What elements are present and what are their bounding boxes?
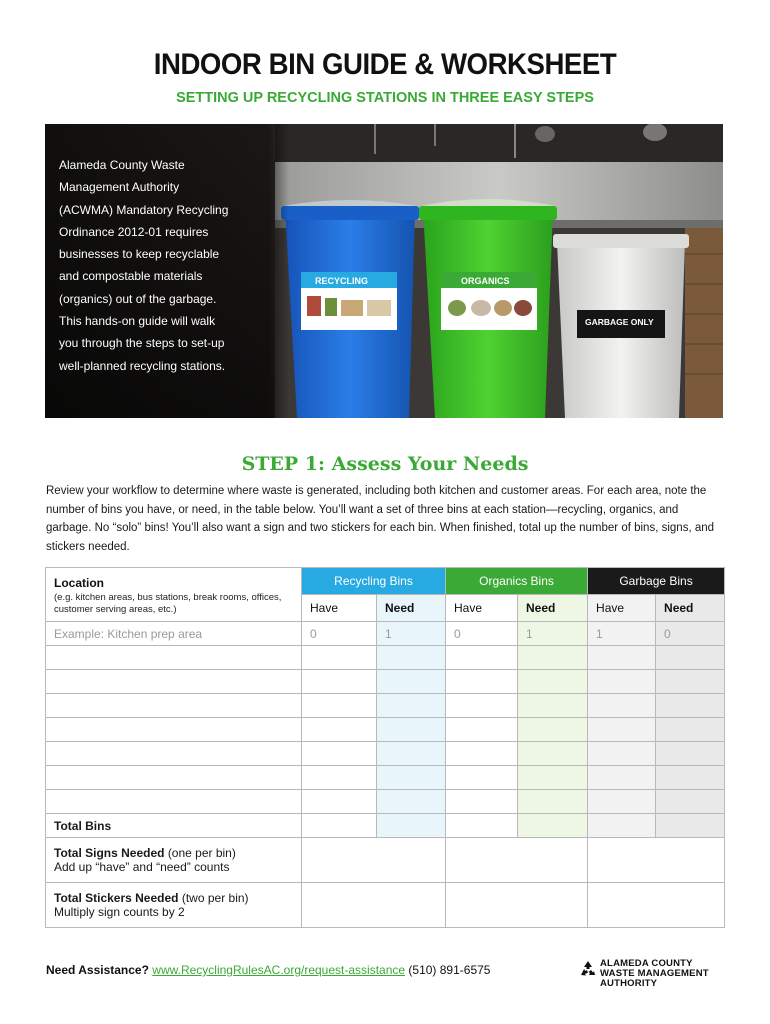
- page-title: INDOOR BIN GUIDE & WORKSHEET: [153, 48, 617, 81]
- recycling-bins-header: Recycling Bins: [302, 568, 446, 595]
- recycling-need-cell[interactable]: [377, 718, 446, 742]
- organics-need-header: Need: [518, 595, 588, 622]
- intro-line: (ACWMA) Mandatory Recycling: [59, 202, 229, 217]
- recycling-have-header: Have: [302, 595, 377, 622]
- recycling-need-cell[interactable]: [377, 670, 446, 694]
- recycling-need-cell[interactable]: [377, 742, 446, 766]
- recycling-have-cell[interactable]: [302, 790, 377, 814]
- total-bins-row: [46, 814, 725, 838]
- example-organics-need: 1: [518, 622, 588, 646]
- organics-have-cell[interactable]: [446, 670, 518, 694]
- hero-photo: [45, 124, 723, 418]
- location-cell[interactable]: [46, 718, 302, 742]
- example-recycling-need: 1: [377, 622, 446, 646]
- recycling-have-cell[interactable]: [302, 718, 377, 742]
- total-stickers-organics[interactable]: [446, 883, 588, 928]
- organics-have-cell[interactable]: [446, 694, 518, 718]
- organics-bins-header: Organics Bins: [446, 568, 588, 595]
- organics-have-cell[interactable]: [446, 646, 518, 670]
- intro-line: Ordinance 2012-01 requires: [59, 224, 209, 239]
- organics-have-cell[interactable]: [446, 718, 518, 742]
- entry-row[interactable]: [46, 766, 725, 790]
- location-cell[interactable]: [46, 646, 302, 670]
- total-stickers-label: Total Stickers Needed: [54, 891, 179, 905]
- example-location: Example: Kitchen prep area: [46, 622, 302, 646]
- garbage-have-cell[interactable]: [588, 742, 656, 766]
- recycling-need-header: Need: [377, 595, 446, 622]
- intro-line: Alameda County Waste: [59, 158, 185, 172]
- recycling-have-cell[interactable]: [302, 694, 377, 718]
- example-garbage-need: 0: [656, 622, 725, 646]
- garbage-need-cell[interactable]: [656, 742, 725, 766]
- total-signs-sub: Add up “have” and “need” counts: [54, 860, 230, 874]
- total-stickers-garbage[interactable]: [588, 883, 725, 928]
- recycling-have-cell[interactable]: [302, 742, 377, 766]
- intro-line: and compostable materials: [59, 269, 203, 284]
- recycling-need-cell[interactable]: [377, 790, 446, 814]
- garbage-have-cell[interactable]: [588, 670, 656, 694]
- entry-row[interactable]: [46, 694, 725, 718]
- entry-row[interactable]: [46, 646, 725, 670]
- example-organics-have: 0: [446, 622, 518, 646]
- total-signs-organics[interactable]: [446, 838, 588, 883]
- bin-worksheet-table: [45, 567, 725, 928]
- garbage-need-cell[interactable]: [656, 766, 725, 790]
- total-stickers-note: (two per bin): [181, 891, 249, 905]
- total-garbage-have[interactable]: [588, 814, 656, 838]
- total-organics-need[interactable]: [518, 814, 588, 838]
- entry-row[interactable]: [46, 670, 725, 694]
- total-stickers-row: [46, 883, 725, 928]
- total-recycling-need[interactable]: [377, 814, 446, 838]
- intro-line: you through the steps to set-up: [59, 336, 225, 351]
- intro-line: businesses to keep recyclable: [59, 247, 220, 262]
- total-signs-recycling[interactable]: [302, 838, 446, 883]
- garbage-have-cell[interactable]: [588, 694, 656, 718]
- total-signs-label-cell: [46, 838, 302, 883]
- recycling-need-cell[interactable]: [377, 694, 446, 718]
- intro-line: This hands-on guide will walk: [59, 314, 216, 329]
- logo-line-2: WASTE MANAGEMENT AUTHORITY: [600, 968, 709, 989]
- recycle-icon: [578, 959, 598, 979]
- location-cell[interactable]: [46, 766, 302, 790]
- recycling-have-cell[interactable]: [302, 766, 377, 790]
- organics-have-cell[interactable]: [446, 766, 518, 790]
- total-signs-label: Total Signs Needed: [54, 846, 165, 860]
- garbage-have-cell[interactable]: [588, 646, 656, 670]
- organics-need-cell[interactable]: [518, 742, 588, 766]
- garbage-have-cell[interactable]: [588, 718, 656, 742]
- intro-text: [59, 154, 259, 377]
- assistance-phone: (510) 891-6575: [408, 963, 491, 977]
- location-header-title: Location: [54, 576, 104, 590]
- garbage-need-cell[interactable]: [656, 670, 725, 694]
- location-cell[interactable]: [46, 742, 302, 766]
- total-signs-row: [46, 838, 725, 883]
- entry-row[interactable]: [46, 718, 725, 742]
- garbage-have-header: Have: [588, 595, 656, 622]
- recycling-have-cell[interactable]: [302, 670, 377, 694]
- logo-text: [600, 959, 728, 989]
- assistance-link[interactable]: www.RecyclingRulesAC.org/request-assistance: [152, 963, 406, 977]
- logo-line-1: ALAMEDA COUNTY: [600, 958, 693, 969]
- recycling-have-cell[interactable]: [302, 646, 377, 670]
- organics-have-header: Have: [446, 595, 518, 622]
- garbage-bins-header: Garbage Bins: [588, 568, 725, 595]
- step-1-description: Review your workflow to determine where waste is generated, including both kitchen and customer areas. For each area, note the number of bins you have, or need, in the table below. You’ll want a set of three bins at each station—recycling, organics, and garbage. No “solo” bins! You’ll also want a sign and two stickers for each bin. When finished, total up the number of bins, signs, and stickers needed.: [46, 485, 715, 554]
- garbage-have-cell[interactable]: [588, 766, 656, 790]
- location-cell[interactable]: [46, 694, 302, 718]
- acwma-logo: [578, 958, 728, 989]
- total-signs-note: (one per bin): [167, 846, 236, 860]
- organics-have-cell[interactable]: [446, 790, 518, 814]
- example-garbage-have: 1: [588, 622, 656, 646]
- total-garbage-need[interactable]: [656, 814, 725, 838]
- garbage-need-cell[interactable]: [656, 718, 725, 742]
- intro-line: well-planned recycling stations.: [59, 358, 226, 373]
- organics-need-cell[interactable]: [518, 646, 588, 670]
- footer-assistance: [46, 963, 490, 977]
- recycling-need-cell[interactable]: [377, 646, 446, 670]
- total-stickers-label-cell: [46, 883, 302, 928]
- organics-need-cell[interactable]: [518, 766, 588, 790]
- organics-need-cell[interactable]: [518, 718, 588, 742]
- organics-have-cell[interactable]: [446, 742, 518, 766]
- total-stickers-recycling[interactable]: [302, 883, 446, 928]
- total-organics-have[interactable]: [446, 814, 518, 838]
- garbage-have-cell[interactable]: [588, 790, 656, 814]
- total-stickers-sub: Multiply sign counts by 2: [54, 905, 185, 919]
- garbage-need-cell[interactable]: [656, 694, 725, 718]
- garbage-need-header: Need: [656, 595, 725, 622]
- entry-row[interactable]: [46, 742, 725, 766]
- example-recycling-have: 0: [302, 622, 377, 646]
- assistance-label: Need Assistance?: [46, 963, 149, 977]
- page-subtitle: SETTING UP RECYCLING STATIONS IN THREE EASY STEPS: [176, 90, 594, 106]
- location-header: [46, 568, 302, 622]
- organics-need-cell[interactable]: [518, 694, 588, 718]
- total-signs-garbage[interactable]: [588, 838, 725, 883]
- location-header-hint: (e.g. kitchen areas, bus stations, break rooms, offices, customer serving areas, etc.): [54, 592, 282, 615]
- garbage-need-cell[interactable]: [656, 646, 725, 670]
- organics-need-cell[interactable]: [518, 790, 588, 814]
- location-cell[interactable]: [46, 790, 302, 814]
- entry-row[interactable]: [46, 790, 725, 814]
- total-recycling-have[interactable]: [302, 814, 377, 838]
- organics-need-cell[interactable]: [518, 670, 588, 694]
- location-cell[interactable]: [46, 670, 302, 694]
- recycling-need-cell[interactable]: [377, 766, 446, 790]
- example-row: [46, 622, 725, 646]
- total-bins-label: Total Bins: [46, 814, 302, 838]
- intro-line: Management Authority: [59, 180, 180, 195]
- garbage-need-cell[interactable]: [656, 790, 725, 814]
- step-1-title: STEP 1: Assess Your Needs: [241, 453, 529, 475]
- intro-line: (organics) out of the garbage.: [59, 291, 217, 306]
